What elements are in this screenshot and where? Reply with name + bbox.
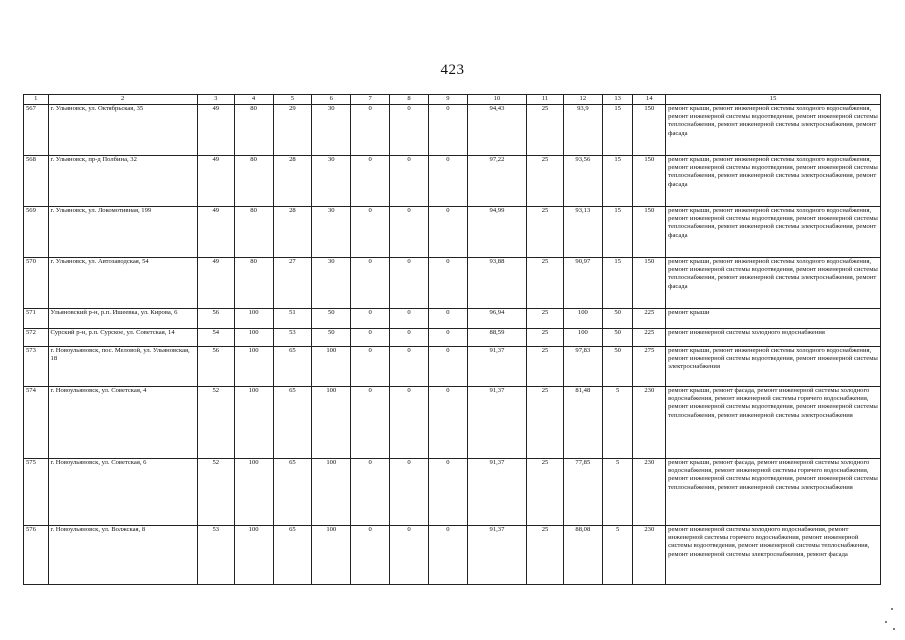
value-cell: 15 [602,258,633,309]
value-cell: 225 [633,329,666,347]
value-cell: 100 [234,347,273,387]
value-cell: 56 [197,309,234,329]
value-cell: 0 [390,459,429,526]
row-number: 574 [24,387,49,459]
address-cell: г. Ульяновск, пр-д Полбина, 32 [48,156,197,207]
table-row [24,105,881,156]
works-cell: ремонт крыши, ремонт инженерной системы холодного водоснабжения, ремонт инженерной системы водоотведения, ремонт инженерной системы теплоснабжения, ремонт инженерной системы электроснабжения, ремонт фасада [666,156,881,207]
value-cell: 51 [273,309,312,329]
value-cell: 91,37 [467,347,526,387]
value-cell: 30 [312,156,351,207]
value-cell: 5 [602,459,633,526]
value-cell: 25 [527,329,564,347]
value-cell: 80 [234,156,273,207]
value-cell: 0 [351,387,390,459]
value-cell: 0 [428,105,467,156]
value-cell: 0 [351,258,390,309]
value-cell: 5 [602,526,633,585]
value-cell: 49 [197,105,234,156]
works-cell: ремонт крыши [666,309,881,329]
value-cell: 0 [428,309,467,329]
column-header: 5 [273,95,312,105]
value-cell: 25 [527,347,564,387]
row-number: 573 [24,347,49,387]
table-row [24,258,881,309]
value-cell: 0 [351,309,390,329]
row-number: 570 [24,258,49,309]
table-row [24,309,881,329]
value-cell: 0 [428,347,467,387]
value-cell: 0 [390,329,429,347]
column-header: 14 [633,95,666,105]
column-header: 6 [312,95,351,105]
value-cell: 30 [312,207,351,258]
value-cell: 81,48 [563,387,602,459]
value-cell: 30 [312,258,351,309]
works-cell: ремонт инженерной системы холодного водоснабжения [666,329,881,347]
column-header: 2 [48,95,197,105]
value-cell: 25 [527,526,564,585]
address-cell: г. Новоульяновск, ул. Волжская, 8 [48,526,197,585]
value-cell: 100 [312,347,351,387]
column-header: 15 [666,95,881,105]
address-cell: г. Ульяновск, ул. Локомотивная, 199 [48,207,197,258]
value-cell: 91,37 [467,459,526,526]
value-cell: 25 [527,207,564,258]
address-cell: г. Ульяновск, ул. Автозаводская, 54 [48,258,197,309]
value-cell: 0 [428,459,467,526]
value-cell: 50 [312,329,351,347]
value-cell: 65 [273,526,312,585]
column-header: 1 [24,95,49,105]
scan-speck [891,608,893,610]
column-header: 7 [351,95,390,105]
header-row [24,95,881,105]
value-cell: 0 [351,347,390,387]
works-cell: ремонт крыши, ремонт инженерной системы холодного водоснабжения, ремонт инженерной системы водоотведения, ремонт инженерной системы теплоснабжения, ремонт инженерной системы электроснабжения, ремонт фасада [666,105,881,156]
address-cell: г. Ульяновск, ул. Октябрьская, 35 [48,105,197,156]
value-cell: 0 [428,387,467,459]
value-cell: 90,97 [563,258,602,309]
value-cell: 5 [602,387,633,459]
value-cell: 100 [312,387,351,459]
value-cell: 0 [390,156,429,207]
value-cell: 65 [273,347,312,387]
value-cell: 93,9 [563,105,602,156]
value-cell: 49 [197,207,234,258]
value-cell: 25 [527,258,564,309]
works-cell: ремонт крыши, ремонт инженерной системы холодного водоснабжения, ремонт инженерной системы водоотведения, ремонт инженерной системы теплоснабжения, ремонт инженерной системы электроснабжения, ремонт фасада [666,207,881,258]
value-cell: 100 [312,459,351,526]
works-cell: ремонт крыши, ремонт инженерной системы холодного водоснабжения, ремонт инженерной системы водоотведения, ремонт инженерной системы теплоснабжения, ремонт инженерной системы электроснабжения, ремонт фасада [666,258,881,309]
address-cell: Ульяновский р-н, р.п. Ишеевка, ул. Кирова, 6 [48,309,197,329]
value-cell: 52 [197,387,234,459]
value-cell: 28 [273,207,312,258]
value-cell: 100 [234,329,273,347]
value-cell: 0 [351,526,390,585]
value-cell: 0 [390,258,429,309]
works-cell: ремонт крыши, ремонт фасада, ремонт инженерной системы холодного водоснабжения, ремонт инженерной системы горячего водоснабжения, ремонт инженерной системы водоотведения, ремонт инженерной системы теплоснабжения, ремонт инженерной системы электроснабжения [666,387,881,459]
value-cell: 25 [527,156,564,207]
table-row [24,526,881,585]
value-cell: 150 [633,105,666,156]
works-cell: ремонт крыши, ремонт инженерной системы холодного водоснабжения, ремонт инженерной системы водоотведения, ремонт инженерной системы электроснабжения [666,347,881,387]
row-number: 576 [24,526,49,585]
table-row [24,387,881,459]
works-cell: ремонт инженерной системы холодного водоснабжения, ремонт инженерной системы горячего водоснабжения, ремонт инженерной системы водоотведения, ремонт инженерной системы теплоснабжения, ремонт инженерной системы электроснабжения, ремонт фасада [666,526,881,585]
column-header: 9 [428,95,467,105]
value-cell: 100 [234,526,273,585]
row-number: 567 [24,105,49,156]
value-cell: 96,94 [467,309,526,329]
value-cell: 25 [527,309,564,329]
row-number: 572 [24,329,49,347]
value-cell: 15 [602,105,633,156]
address-cell: г. Новоульяновск, пос. Меловой, ул. Ульяновская, 18 [48,347,197,387]
value-cell: 27 [273,258,312,309]
table-row [24,156,881,207]
value-cell: 88,08 [563,526,602,585]
value-cell: 230 [633,459,666,526]
address-cell: Сурский р-н, р.п. Сурское, ул. Советская, 14 [48,329,197,347]
value-cell: 88,59 [467,329,526,347]
value-cell: 50 [602,309,633,329]
value-cell: 53 [197,526,234,585]
repair-program-table [23,94,881,585]
table-row [24,459,881,526]
value-cell: 52 [197,459,234,526]
address-cell: г. Новоульяновск, ул. Советская, 4 [48,387,197,459]
value-cell: 25 [527,459,564,526]
value-cell: 100 [234,309,273,329]
value-cell: 49 [197,258,234,309]
table-row [24,329,881,347]
value-cell: 225 [633,309,666,329]
works-cell: ремонт крыши, ремонт фасада, ремонт инженерной системы холодного водоснабжения, ремонт инженерной системы горячего водоснабжения, ремонт инженерной системы водоотведения, ремонт инженерной системы теплоснабжения, ремонт инженерной системы электроснабжения [666,459,881,526]
value-cell: 50 [602,329,633,347]
value-cell: 0 [428,329,467,347]
table-row [24,347,881,387]
value-cell: 0 [390,207,429,258]
value-cell: 0 [351,105,390,156]
value-cell: 56 [197,347,234,387]
value-cell: 93,13 [563,207,602,258]
value-cell: 97,83 [563,347,602,387]
column-header: 8 [390,95,429,105]
value-cell: 230 [633,526,666,585]
page-number: 423 [440,62,465,78]
column-header: 3 [197,95,234,105]
value-cell: 275 [633,347,666,387]
value-cell: 80 [234,258,273,309]
value-cell: 93,56 [563,156,602,207]
row-number: 575 [24,459,49,526]
column-header: 13 [602,95,633,105]
value-cell: 0 [428,526,467,585]
row-number: 569 [24,207,49,258]
row-number: 571 [24,309,49,329]
value-cell: 25 [527,105,564,156]
value-cell: 0 [390,347,429,387]
value-cell: 80 [234,105,273,156]
value-cell: 0 [390,526,429,585]
value-cell: 230 [633,387,666,459]
value-cell: 28 [273,156,312,207]
value-cell: 50 [312,309,351,329]
value-cell: 100 [234,459,273,526]
value-cell: 93,88 [467,258,526,309]
row-number: 568 [24,156,49,207]
value-cell: 0 [351,156,390,207]
value-cell: 29 [273,105,312,156]
value-cell: 97,22 [467,156,526,207]
scan-speck [885,621,887,623]
value-cell: 0 [351,459,390,526]
value-cell: 53 [273,329,312,347]
value-cell: 30 [312,105,351,156]
value-cell: 49 [197,156,234,207]
value-cell: 25 [527,387,564,459]
column-header: 10 [467,95,526,105]
value-cell: 15 [602,156,633,207]
value-cell: 65 [273,387,312,459]
value-cell: 0 [390,309,429,329]
value-cell: 100 [312,526,351,585]
value-cell: 91,37 [467,526,526,585]
value-cell: 94,99 [467,207,526,258]
value-cell: 80 [234,207,273,258]
value-cell: 100 [234,387,273,459]
value-cell: 100 [563,309,602,329]
column-header: 12 [563,95,602,105]
address-cell: г. Новоульяновск, ул. Советская, 6 [48,459,197,526]
value-cell: 0 [428,156,467,207]
value-cell: 0 [390,105,429,156]
value-cell: 0 [351,207,390,258]
table-row [24,207,881,258]
value-cell: 0 [428,258,467,309]
scan-speck [893,628,895,630]
value-cell: 0 [351,329,390,347]
value-cell: 15 [602,207,633,258]
value-cell: 65 [273,459,312,526]
value-cell: 50 [602,347,633,387]
value-cell: 150 [633,207,666,258]
value-cell: 0 [390,387,429,459]
value-cell: 77,85 [563,459,602,526]
value-cell: 91,37 [467,387,526,459]
column-header: 11 [527,95,564,105]
column-header: 4 [234,95,273,105]
value-cell: 0 [428,207,467,258]
value-cell: 150 [633,258,666,309]
value-cell: 150 [633,156,666,207]
value-cell: 100 [563,329,602,347]
value-cell: 54 [197,329,234,347]
value-cell: 94,43 [467,105,526,156]
